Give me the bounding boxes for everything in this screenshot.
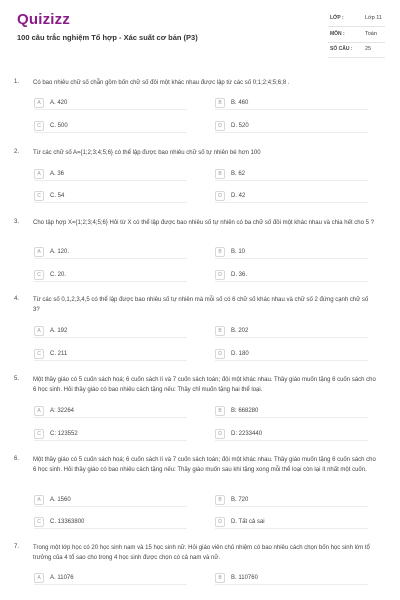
option-letter: D (215, 121, 225, 131)
option-b[interactable] (215, 406, 368, 418)
meta-subject (328, 28, 385, 43)
option-a[interactable] (34, 406, 187, 418)
option-a[interactable] (34, 495, 187, 507)
option-text: A. 192 (50, 327, 68, 334)
option-letter: A (34, 406, 44, 416)
option-letter: D (215, 349, 225, 359)
option-c[interactable] (34, 429, 187, 441)
option-text: B. 110760 (231, 574, 258, 581)
option-text: C. 500 (50, 122, 68, 129)
option-text: A. 120. (50, 248, 70, 255)
option-letter: D (215, 270, 225, 280)
option-text: B: 668280 (231, 407, 259, 414)
meta-value: 25 (365, 46, 372, 52)
option-letter: B (215, 406, 225, 416)
option-letter: A (34, 169, 44, 179)
option-b[interactable] (215, 495, 368, 507)
option-c[interactable] (34, 270, 187, 282)
option-text: C: 123552 (50, 430, 78, 437)
option-b[interactable] (215, 326, 368, 338)
option-c[interactable] (34, 121, 187, 133)
option-d[interactable] (215, 191, 368, 203)
option-letter: D (215, 191, 225, 201)
option-b[interactable] (215, 573, 368, 585)
question-number: 3. (14, 219, 20, 225)
meta-label: MÔN : (330, 31, 345, 37)
question-text: Từ các chữ số A={1;2;3;4;5;6} có thể lập được bao nhiêu chữ số tự nhiên bé hơn 100 (33, 150, 261, 156)
question-number: 7. (14, 544, 20, 550)
option-letter: B (215, 326, 225, 336)
option-text: D: 2233440 (231, 430, 263, 437)
option-text: C. 54 (50, 192, 65, 199)
option-text: D. Tất cả sai (231, 518, 265, 525)
meta-label: LỚP : (330, 15, 344, 21)
option-letter: B (215, 495, 225, 505)
question-number: 5. (14, 376, 20, 382)
option-text: B. 62 (231, 170, 246, 177)
question-text: Một thầy giáo có 5 cuốn sách hoá; 6 cuốn sách lí và 7 cuốn sách toán; đôi một khác nhau. Thầy giáo muốn tặng 6 cuốn sách cho 6 học sinh. Hỏi thầy giáo có bao nhiêu cách tặng nếu: Thầy giáo muốn sau khi tặng xong mỗi thể loại còn lại ít nhất một cuốn. (33, 457, 376, 473)
option-letter: B (215, 247, 225, 257)
question-text: Có bao nhiêu chữ số chẵn gồm bốn chữ số đôi một khác nhau được lập từ các số 0;1;2;4;5;6;8 . (33, 80, 290, 86)
option-text: C. 20. (50, 271, 67, 278)
option-letter: C (34, 191, 44, 201)
question-number: 1. (14, 79, 20, 85)
option-text: A. 420 (50, 99, 68, 106)
quizizz-logo: Quizizz (17, 11, 71, 28)
question-text: Một thầy giáo có 5 cuốn sách hoá; 6 cuốn sách lí và 7 cuốn sách toán; đôi một khác nhau. Thầy giáo muốn tặng 6 cuốn sách cho 6 học sinh. Hỏi thầy giáo có bao nhiêu cách tặng nếu: Thầy chỉ muốn tặng hai thể loại. (33, 377, 376, 393)
option-letter: A (34, 573, 44, 583)
meta-label: SỐ CÂU : (330, 46, 353, 52)
option-text: D. 520 (231, 122, 249, 129)
option-text: C. 211 (50, 350, 68, 357)
meta-class (328, 12, 385, 27)
option-letter: D (215, 517, 225, 527)
option-letter: C (34, 429, 44, 439)
option-c[interactable] (34, 517, 187, 529)
option-b[interactable] (215, 247, 368, 259)
option-c[interactable] (34, 191, 187, 203)
option-b[interactable] (215, 169, 368, 181)
option-text: B. 202 (231, 327, 249, 334)
option-a[interactable] (34, 326, 187, 338)
option-text: D. 42 (231, 192, 246, 199)
option-d[interactable] (215, 270, 368, 282)
option-text: B. 10 (231, 248, 246, 255)
question-number: 6. (14, 456, 20, 462)
option-text: C. 13363800 (50, 518, 85, 525)
option-letter: A (34, 495, 44, 505)
question-text: Cho tập hợp X={1;2;3;4;5;6} Hỏi từ X có thể lập được bao nhiêu số tự nhiên có ba chữ số đôi một khác nhau và chia hết cho 5 ? (33, 220, 374, 226)
question-number: 4. (14, 296, 20, 302)
option-a[interactable] (34, 169, 187, 181)
option-letter: C (34, 121, 44, 131)
option-d[interactable] (215, 429, 368, 441)
option-b[interactable] (215, 98, 368, 110)
option-letter: B (215, 98, 225, 108)
meta-question-count (328, 43, 385, 58)
option-c[interactable] (34, 349, 187, 361)
option-letter: D (215, 429, 225, 439)
option-letter: A (34, 98, 44, 108)
option-a[interactable] (34, 247, 187, 259)
option-a[interactable] (34, 573, 187, 585)
question-text: Trong một lớp học có 20 học sinh nam và 15 học sinh nữ. Hỏi giáo viên chủ nhiệm có bao nhiêu cách chọn bốn học sinh lớn tổ trưởng của 4 tổ sao cho trong 4 học sinh được chọn có cả nam và nữ. (33, 545, 370, 561)
option-text: A: 32264 (50, 407, 75, 414)
option-letter: B (215, 573, 225, 583)
option-letter: C (34, 517, 44, 527)
option-text: A. 36 (50, 170, 65, 177)
option-text: D. 36. (231, 271, 248, 278)
quiz-title: 100 câu trắc nghiệm Tổ hợp - Xác suất cơ bản (P3) (17, 33, 198, 42)
option-text: D. 180 (231, 350, 249, 357)
option-a[interactable] (34, 98, 187, 110)
option-text: B. 720 (231, 496, 249, 503)
option-d[interactable] (215, 517, 368, 529)
worksheet-header (0, 0, 400, 66)
option-text: A. 11076 (50, 574, 74, 581)
option-d[interactable] (215, 349, 368, 361)
option-letter: B (215, 169, 225, 179)
meta-value: Lớp 11 (365, 15, 382, 21)
option-text: B. 460 (231, 99, 249, 106)
option-letter: A (34, 326, 44, 336)
meta-value: Toán (365, 31, 377, 37)
question-number: 2. (14, 149, 20, 155)
option-d[interactable] (215, 121, 368, 133)
option-letter: C (34, 349, 44, 359)
option-letter: C (34, 270, 44, 280)
option-text: A. 1560 (50, 496, 71, 503)
question-text: Từ các số 0,1,2,3,4,5 có thể lập được bao nhiêu số tự nhiên mà mỗi số có 6 chữ số khác nhau và chữ số 2 đứng cạnh chữ số 3? (33, 297, 369, 313)
option-letter: A (34, 247, 44, 257)
